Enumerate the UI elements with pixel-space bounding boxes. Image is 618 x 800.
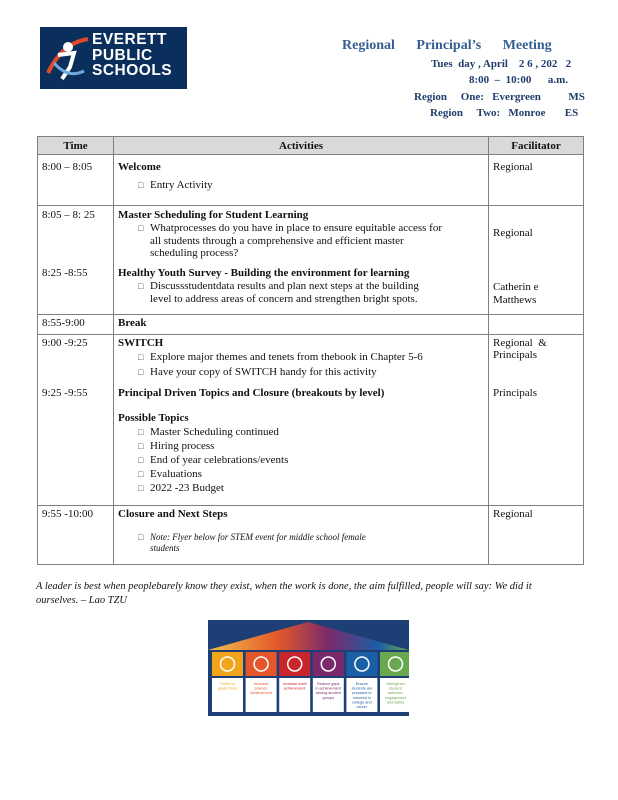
row-time: 9:25 -9:55 [42, 387, 88, 399]
bullet-text: Explore major themes and tenets from thebook in Chapter 5-6 [150, 351, 423, 363]
banner-goal-icon [246, 652, 277, 676]
agenda-table [37, 136, 583, 565]
row-time: 8:25 -8:55 [42, 267, 88, 279]
swoosh-figure-icon [44, 33, 90, 83]
table-row [38, 264, 584, 315]
banner-goal-label: college and [352, 700, 372, 705]
row-facilitator: Regional [493, 508, 533, 520]
col-header-facilitator: Facilitator [489, 137, 584, 155]
bullet-text: Master Scheduling continued [150, 426, 279, 438]
region-one: Region One: Evergreen MS [414, 91, 585, 103]
bullet-icon: □ [138, 367, 144, 377]
row-facilitator: Regional [493, 161, 533, 173]
banner-goal-icon [212, 652, 243, 676]
banner-goal-label: achievement [283, 686, 306, 691]
bullet-icon: □ [138, 441, 144, 451]
bullet-icon: □ [138, 455, 144, 465]
banner-goal-column [313, 652, 344, 712]
bullet-icon: □ [138, 532, 144, 542]
banner-goal-label: among student [315, 691, 341, 696]
col-header-time: Time [38, 137, 114, 155]
banner-goal-label: grade three [217, 686, 238, 691]
table-row [38, 335, 584, 384]
banner-goal-label: groups [322, 695, 335, 700]
meeting-time: 8:00 – 10:00 a.m. [469, 74, 568, 86]
row-time: 8:55-9:00 [42, 317, 85, 329]
row-time: 9:00 -9:25 [42, 337, 88, 349]
row-title: Healthy Youth Survey - Building the environment for learning [118, 267, 410, 279]
row-facilitator: Regional [493, 227, 533, 239]
row-facilitator: Principals [493, 387, 537, 399]
banner-goal-icon [380, 652, 409, 676]
logo-wordmark: EVERETT PUBLIC SCHOOLS [92, 31, 173, 79]
row-title: Master Scheduling for Student Learning [118, 209, 309, 221]
note-text: students [150, 543, 180, 553]
banner-goal-label: Reduce gaps [317, 682, 340, 686]
bullet-icon: □ [138, 483, 144, 493]
banner-goal-label: Increase [253, 682, 269, 686]
bullet-text: Hiring process [150, 440, 215, 452]
bullet-text: Discussstudentdata results and plan next steps at the building [150, 280, 419, 292]
note-text: Note: Flyer below for STEM event for middle school female [150, 532, 366, 542]
banner-goal-icon [279, 652, 310, 676]
table-row [38, 155, 584, 206]
banner-goal-column [246, 652, 277, 712]
bullet-text: 2022 -23 Budget [150, 482, 224, 494]
banner-goal-column [380, 652, 409, 712]
row-title: Closure and Next Steps [118, 508, 228, 520]
bullet-text: Evaluations [150, 468, 202, 480]
bullet-icon: □ [138, 223, 144, 233]
table-row [38, 315, 584, 335]
strategic-goals-banner [208, 620, 409, 716]
bullet-icon: □ [138, 469, 144, 479]
district-logo [40, 27, 187, 89]
table-header-row [38, 137, 584, 155]
banner-goal-icon [346, 652, 377, 676]
row-title: Principal Driven Topics and Closure (breakouts by level) [118, 387, 385, 399]
banner-goal-icon [313, 652, 344, 676]
meeting-title: Regional Principal’s Meeting [342, 38, 552, 53]
bullet-text: End of year celebrations/events [150, 454, 289, 466]
banner-goal-label: students are [351, 686, 373, 691]
bullet-icon: □ [138, 180, 144, 190]
banner-goal-label: succeed in [352, 695, 371, 700]
banner-goal-label: wellness, [387, 691, 404, 696]
banner-goal-label: science [254, 686, 268, 691]
banner-goal-label: and safety [386, 700, 405, 705]
row-time: 8:00 – 8:05 [42, 161, 93, 173]
banner-goal-label: career [356, 705, 368, 709]
bullet-continuation: scheduling process? [150, 247, 239, 259]
bullet-text: Whatprocesses do you have in place to ensure equitable access for [150, 222, 442, 234]
region-two: Region Two: Monroe ES [430, 107, 579, 119]
bullet-text: Entry Activity [150, 179, 213, 191]
banner-goal-column [279, 652, 310, 712]
banner-goal-label: Strengthen [386, 682, 405, 686]
banner-goal-label: Thrive by [219, 682, 236, 686]
row-title: SWITCH [118, 337, 164, 349]
bullet-continuation: level to address areas of concern and strengthen bright spots. [150, 293, 418, 305]
bullet-icon: □ [138, 281, 144, 291]
row-time: 8:05 – 8: 25 [42, 209, 95, 221]
row-time: 9:55 -10:00 [42, 508, 94, 520]
banner-goal-label: in achievement [315, 686, 342, 691]
banner-goal-label: Increase math [282, 682, 307, 686]
bullet-continuation: all students through a comprehensive and efficient master [150, 235, 404, 247]
row-facilitator: Regional & Principals [493, 337, 547, 361]
col-header-activities: Activities [114, 137, 489, 155]
banner-goal-column [212, 652, 243, 712]
bullet-icon: □ [138, 427, 144, 437]
banner-goal-label: Ensure [355, 682, 368, 686]
bullet-text: Have your copy of SWITCH handy for this activity [150, 366, 377, 378]
leadership-quote: A leader is best when peoplebarely know they exist, when the work is done, the aim fulfilled, people will say: We did it ourselves. – Lao TZU [36, 581, 532, 606]
banner-goal-label: engagement [384, 695, 407, 700]
row-subtitle: Possible Topics [118, 412, 189, 424]
row-title: Welcome [118, 161, 161, 173]
table-row [38, 383, 584, 506]
table-row [38, 506, 584, 565]
banner-goal-label: student [389, 686, 402, 691]
banner-goal-label: achievement [250, 691, 272, 696]
meeting-date: Tues day , April 2 6 , 202 2 [431, 58, 572, 70]
row-title: Break [118, 317, 147, 329]
banner-goal-label: prepared to [352, 691, 372, 696]
bullet-icon: □ [138, 352, 144, 362]
banner-goal-column [346, 652, 377, 712]
table-row [38, 206, 584, 265]
row-facilitator: Catherin e Matthews [493, 281, 539, 306]
